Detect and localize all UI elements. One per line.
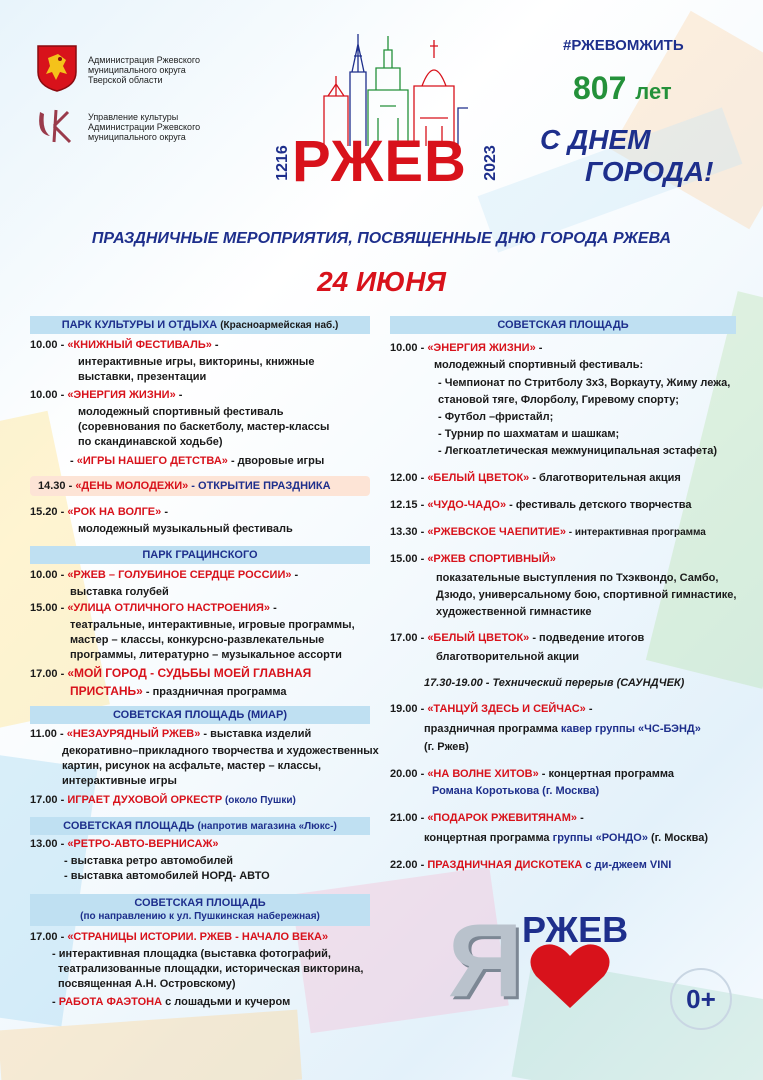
event-desc: показательные выступления по Тхэквондо, Самбо, (436, 572, 719, 584)
event-name: РАБОТА ФАЭТОНА (58, 996, 163, 1008)
event-dash: - (417, 342, 428, 354)
event-desc: интерактивные игры, викторины, книжные (78, 356, 315, 368)
event-name: «ПОДАРОК РЖЕВИТЯНАМ» (427, 812, 578, 824)
event-dash: - (57, 794, 68, 806)
event-time: 17.00 (30, 794, 58, 806)
event-time: 17.00 (30, 931, 58, 943)
event-desc: по скандинавской ходьбе) (78, 436, 223, 448)
admin-org-line1: Администрация Ржевского (88, 55, 200, 65)
event-desc: - Турнир по шахматам и шашкам; (438, 428, 620, 440)
event-dash: - (417, 768, 428, 780)
event-row (30, 338, 219, 353)
hashtag: #РЖЕВОМЖИТЬ (563, 37, 684, 54)
event-row (390, 858, 671, 873)
event-dash: - (57, 339, 68, 351)
event-dash: - (417, 859, 428, 871)
event-time: 21.00 (390, 812, 418, 824)
event-name: «РЖЕВ – ГОЛУБИНОЕ СЕРДЦЕ РОССИИ» (67, 569, 292, 581)
logo-city-name: РЖЕВ (292, 129, 467, 194)
event-tail: - (585, 703, 593, 715)
event-desc: посвященная А.Н. Островскому) (58, 978, 236, 990)
greeting-line1: С ДНЕМ (540, 124, 651, 155)
culture-org-line1: Управление культуры (88, 112, 179, 122)
event-name: «ЭНЕРГИЯ ЖИЗНИ» (427, 342, 536, 354)
event-desc-part: (г. Москва) (647, 832, 709, 844)
event-desc: - выставка ретро автомобилей (64, 855, 234, 867)
event-row (390, 525, 706, 540)
event-desc: благотворительной акции (436, 651, 580, 663)
event-desc: - Чемпионат по Стритболу 3х3, Воркауту, Жиму лежа, (438, 377, 731, 389)
event-row (390, 702, 593, 717)
event-row (30, 505, 168, 520)
event-band: кавер группы «ЧС-БЭНД» (560, 723, 701, 735)
event-desc: (г. Ржев) (424, 741, 469, 753)
event-dash: - (57, 838, 68, 850)
event-name: «МОЙ ГОРОД - СУДЬБЫ МОЕЙ ГЛАВНАЯ (67, 666, 312, 680)
logo-year-left: 1216 (274, 145, 291, 181)
event-tail: - дворовые игры (227, 455, 325, 467)
event-time: 17.00 (390, 632, 418, 644)
section-header-sov-right (390, 316, 736, 334)
event-name: ИГРАЕТ ДУХОВОЙ ОРКЕСТР (67, 794, 223, 806)
event-time: 10.00 (30, 339, 58, 351)
event-desc: выставки, презентации (78, 371, 207, 383)
event-time: 20.00 (390, 768, 418, 780)
event-time: 10.00 (30, 389, 58, 401)
event-dash: - (57, 569, 68, 581)
event-desc-part: праздничная программа (424, 723, 561, 735)
event-dash: - (57, 506, 68, 518)
event-dash: - (57, 602, 68, 614)
event-tail: - концертная программа (538, 768, 675, 780)
culture-org-line2: Администрации Ржевского (88, 122, 201, 132)
event-name: «КНИЖНЫЙ ФЕСТИВАЛЬ» (67, 339, 212, 351)
event-dash: - (417, 812, 428, 824)
event-tail: - ОТКРЫТИЕ ПРАЗДНИКА (188, 480, 331, 492)
event-tail: (около Пушки) (222, 795, 296, 806)
age-rating-text: 0+ (686, 984, 716, 1014)
event-tail: - праздничная программа (142, 686, 287, 698)
event-time: 15.20 (30, 506, 58, 518)
section-note: (напротив магазина «Люкс-) (197, 821, 337, 832)
event-name: «РОК НА ВОЛГЕ» (67, 506, 162, 518)
event-desc: интерактивные игры (62, 775, 177, 787)
section-title: СОВЕТСКАЯ ПЛОЩАДЬ (63, 820, 195, 832)
event-desc: молодежный спортивный фестиваль: (434, 359, 644, 371)
section-note: (Красноармейская наб.) (220, 320, 339, 331)
section-title: СОВЕТСКАЯ ПЛОЩАДЬ (134, 897, 266, 909)
event-row-cont (70, 684, 286, 700)
event-dash: - (65, 480, 76, 492)
event-time: 15.00 (30, 602, 58, 614)
event-name: «БЕЛЫЙ ЦВЕТОК» (427, 632, 530, 644)
section-title: СОВЕТСКАЯ ПЛОЩАДЬ (497, 319, 629, 331)
event-dash: - (417, 553, 428, 565)
event-time: 13.00 (30, 838, 58, 850)
section-header-park-gracinsky (30, 546, 370, 564)
event-desc: декоративно–прикладного творчества и художественных (62, 745, 379, 757)
event-desc: художественной гимнастике (436, 606, 592, 618)
event-tail: - (211, 339, 219, 351)
event-tail: - фестиваль детского творчества (506, 499, 692, 511)
event-row (30, 727, 311, 742)
event-row (390, 631, 644, 646)
event-band: группы «РОНДО» (552, 832, 648, 844)
event-name: «ТАНЦУЙ ЗДЕСЬ И СЕЙЧАС» (427, 703, 586, 715)
event-desc: - выставка автомобилей НОРД- АВТО (64, 870, 270, 882)
admin-org-line2: муниципального округа (88, 65, 186, 75)
event-row (30, 601, 277, 616)
page-title: ПРАЗДНИЧНЫЕ МЕРОПРИЯТИЯ, ПОСВЯЩЕННЫЕ ДНЮ ГОРОДА РЖЕВА (91, 230, 672, 247)
event-row (390, 811, 584, 826)
event-name: «УЛИЦА ОТЛИЧНОГО НАСТРОЕНИЯ» (67, 602, 271, 614)
event-desc: театрализованные площадки, историческая викторина, (58, 963, 364, 975)
admin-org-line3: Тверской области (88, 75, 163, 85)
event-name: «РЖЕВ СПОРТИВНЫЙ» (427, 553, 556, 565)
event-desc: молодежный спортивный фестиваль (78, 406, 284, 418)
event-tail: - интерактивная программа (565, 527, 706, 538)
event-time: 15.00 (390, 553, 418, 565)
culture-logo-icon (34, 104, 78, 148)
event-dash: - (57, 668, 68, 680)
event-desc: театральные, интерактивные, игровые программы, (70, 619, 355, 631)
event-time: 10.00 (390, 342, 418, 354)
event-row (390, 552, 556, 567)
event-row (38, 479, 331, 494)
logo-year-right: 2023 (482, 145, 499, 181)
event-row (70, 454, 324, 469)
section-title: ПАРК ГРАЦИНСКОГО (142, 549, 258, 561)
event-desc: программы, литературно – музыкальное ассорти (70, 649, 342, 661)
event-dash: - (70, 455, 77, 467)
event-desc: - Легкоатлетическая межмуниципальная эстафета) (438, 445, 717, 457)
event-tail: - (270, 602, 277, 614)
age-rating (670, 968, 732, 1030)
event-row (390, 341, 542, 356)
event-row (390, 767, 674, 782)
event-tail: - (577, 812, 584, 824)
event-dash: - (417, 703, 428, 715)
event-desc: (соревнования по баскетболу, мастер-классы (78, 421, 330, 433)
event-row (30, 837, 219, 852)
event-dash: - (417, 499, 428, 511)
event-row (52, 995, 290, 1010)
event-dash: - (417, 632, 428, 644)
event-name: «РЕТРО-АВТО-ВЕРНИСАЖ» (67, 838, 219, 850)
ya-letter: Я (448, 903, 523, 1019)
event-desc: Дзюдо, универсальному бою, спортивной гимнастике, (436, 589, 737, 601)
event-time: 12.00 (390, 472, 418, 484)
event-name: «ЭНЕРГИЯ ЖИЗНИ» (67, 389, 176, 401)
event-desc-part: концертная программа (424, 832, 553, 844)
event-tail: с ди-джеем VINI (582, 859, 672, 871)
event-desc: - интерактивная площадка (выставка фотографий, (52, 948, 331, 960)
event-time: 19.00 (390, 703, 418, 715)
event-tail: - (291, 569, 299, 581)
years-word: лет (635, 79, 672, 104)
greeting-line2: ГОРОДА! (585, 156, 714, 187)
event-tail: - благотворительная акция (529, 472, 681, 484)
event-desc (424, 722, 701, 737)
tech-break: 17.30-19.00 - Технический перерыв (САУНДЧЕК) (424, 677, 685, 689)
heart-icon (528, 940, 612, 1010)
event-name: ПРИСТАНЬ» (70, 684, 143, 698)
event-date: 24 ИЮНЯ (317, 266, 446, 297)
event-name: «СТРАНИЦЫ ИСТОРИИ. РЖЕВ - НАЧАЛО ВЕКА» (67, 931, 329, 943)
event-tail: с лошадьми и кучером (162, 996, 291, 1008)
event-tail: - (161, 506, 168, 518)
event-name: «РЖЕВСКОЕ ЧАЕПИТИЕ» (427, 526, 566, 538)
event-desc: - Футбол –фристайл; (438, 411, 554, 423)
event-desc: мастер – классы, конкурсно-развлекательные (70, 634, 325, 646)
event-tail: - (175, 389, 183, 401)
event-time: 22.00 (390, 859, 418, 871)
culture-org-line3: муниципального округа (88, 132, 186, 142)
event-time: 11.00 (30, 728, 57, 740)
event-dash: - (417, 472, 428, 484)
section-header-sov-push (30, 894, 370, 926)
event-row (390, 498, 692, 513)
section-header-park-culture (30, 316, 370, 334)
event-name: «БЕЛЫЙ ЦВЕТОК» (427, 472, 530, 484)
event-name: «ЧУДО-ЧАДО» (427, 499, 507, 511)
event-row (30, 930, 328, 945)
event-tail: - выставка изделий (200, 728, 312, 740)
section-subtitle: (по направлению к ул. Пушкинская набережная) (80, 911, 320, 922)
event-name: «НА ВОЛНЕ ХИТОВ» (427, 768, 539, 780)
section-title: ПАРК КУЛЬТУРЫ И ОТДЫХА (61, 319, 218, 331)
event-row (30, 793, 296, 808)
event-name: «ИГРЫ НАШЕГО ДЕТСТВА» (76, 455, 228, 467)
event-dash: - (52, 996, 59, 1008)
event-row (30, 388, 182, 403)
event-tail: - (535, 342, 543, 354)
section-title: СОВЕТСКАЯ ПЛОЩАДЬ (МИАР) (112, 709, 287, 721)
event-row (390, 471, 681, 486)
event-desc: молодежный музыкальный фестиваль (78, 523, 293, 535)
event-desc: выставка голубей (70, 586, 169, 598)
footer-city: РЖЕВ (522, 909, 629, 950)
event-time: 13.30 (390, 526, 418, 538)
section-header-sov-miar (30, 706, 370, 724)
event-dash: - (417, 526, 428, 538)
coat-of-arms-icon (36, 44, 78, 92)
event-dash: - (56, 728, 67, 740)
event-dash: - (57, 931, 68, 943)
event-desc: Романа Коротькова (г. Москва) (432, 785, 600, 797)
event-desc (424, 831, 708, 846)
event-tail: - подведение итогов (529, 632, 645, 644)
event-dash: - (57, 389, 68, 401)
event-row (30, 666, 311, 682)
event-desc: становой тяге, Флорболу, Гиревому спорту; (438, 394, 679, 406)
event-time: 10.00 (30, 569, 58, 581)
event-name: «НЕЗАУРЯДНЫЙ РЖЕВ» (66, 728, 201, 740)
event-row (30, 568, 298, 583)
event-time: 12.15 (390, 499, 418, 511)
years-number: 807 (573, 70, 627, 106)
event-time: 17.00 (30, 668, 58, 680)
section-header-sov-lux (30, 817, 370, 835)
event-time: 14.30 (38, 480, 66, 492)
event-name: ПРАЗДНИЧНАЯ ДИСКОТЕКА (427, 859, 583, 871)
event-name: «ДЕНЬ МОЛОДЕЖИ» (75, 480, 189, 492)
event-desc: картин, рисунок на асфальте, мастер – классы, (62, 760, 322, 772)
kremlin-drawing-icon (318, 26, 468, 146)
